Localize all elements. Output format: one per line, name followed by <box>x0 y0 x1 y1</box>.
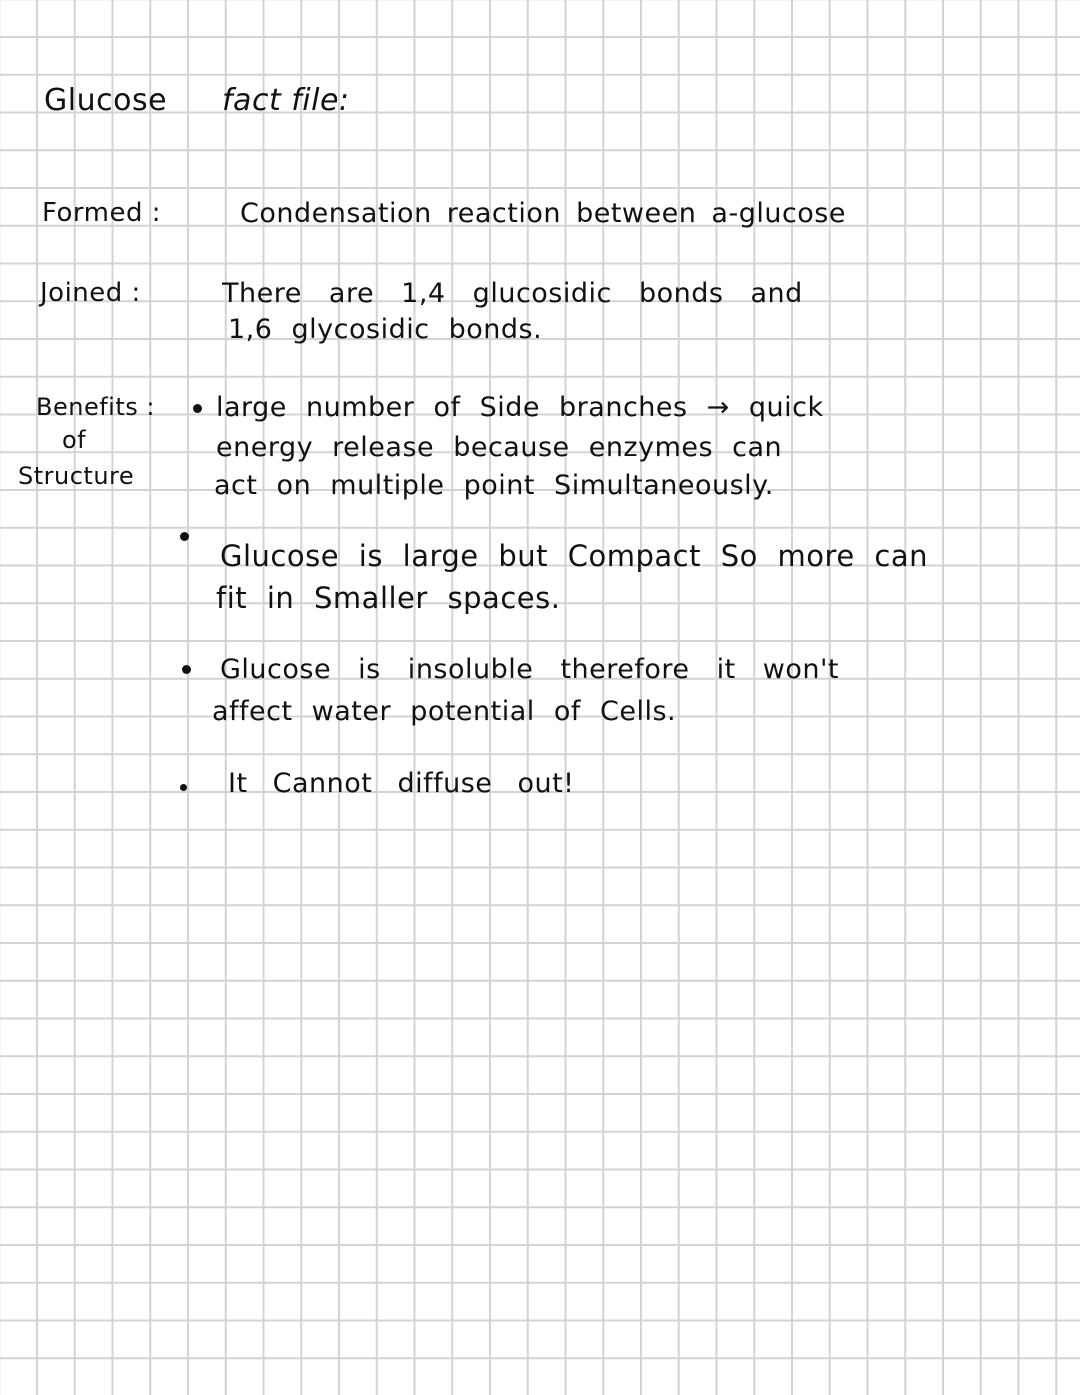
bullet-dot-3 <box>182 665 191 674</box>
joined-label: Joined : <box>40 278 141 308</box>
bullet-dot-2 <box>180 532 189 541</box>
joined-line-2: 1,6 glycosidic bonds. <box>228 314 543 345</box>
title-fact-file: fact file: <box>222 83 350 118</box>
benefit-1-line-2: energy release because enzymes can <box>216 432 783 463</box>
benefit-1-line-3: act on multiple point Simultaneously. <box>214 470 774 501</box>
benefit-2-line-1: Glucose is large but Compact So more can <box>220 539 928 573</box>
benefit-3-line-1: Glucose is insoluble therefore it won't <box>220 654 840 685</box>
benefit-1-line-1: large number of Side branches → quick <box>216 392 824 423</box>
formed-text: Condensation reaction between a-glucose <box>240 198 846 229</box>
benefits-label: Benefits : <box>36 393 155 421</box>
benefits-label-of: of <box>62 426 87 454</box>
benefit-3-line-2: affect water potential of Cells. <box>212 696 677 727</box>
bullet-dot-1 <box>193 404 202 413</box>
bullet-dot-4 <box>180 784 187 791</box>
title-glucose: Glucose <box>44 83 168 118</box>
benefits-label-structure: Structure <box>18 462 135 490</box>
joined-line-1: There are 1,4 glucosidic bonds and <box>222 278 803 309</box>
formed-label: Formed : <box>42 198 162 228</box>
benefit-4-line-1: It Cannot diffuse out! <box>228 768 575 799</box>
benefit-2-line-2: fit in Smaller spaces. <box>216 581 561 615</box>
